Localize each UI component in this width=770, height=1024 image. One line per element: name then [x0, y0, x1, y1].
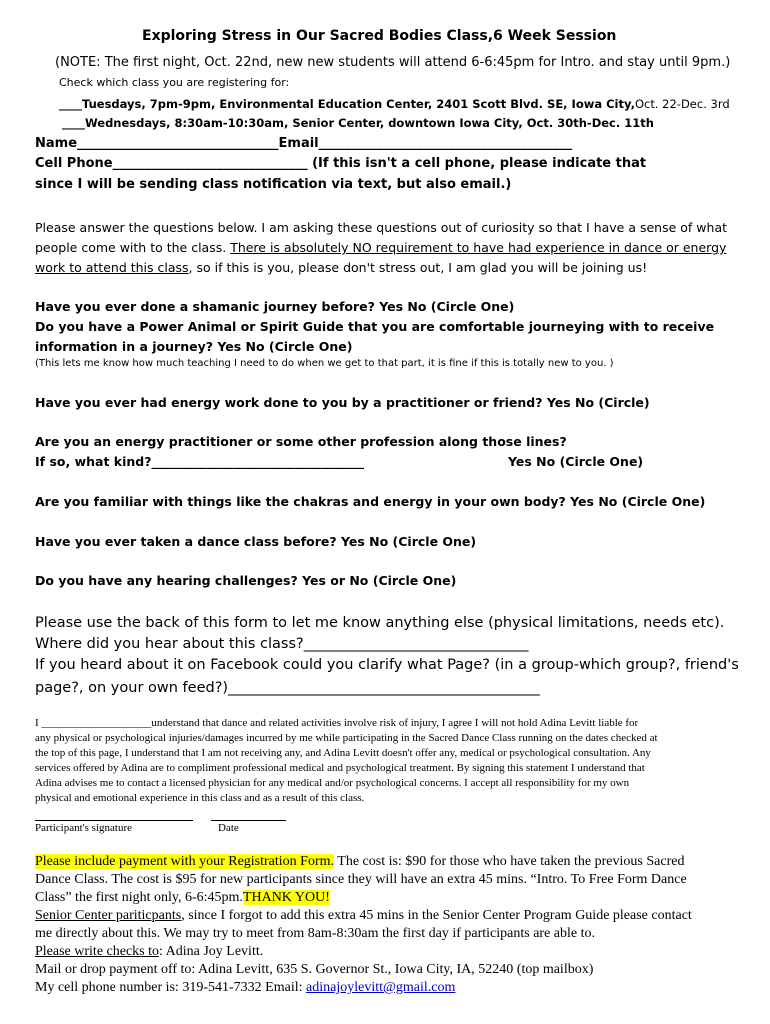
question-power-animal[interactable]: Do you have a Power Animal or Spirit Guide that you are comfortable journeying with to receive — [35, 319, 715, 334]
facebook-page-question: If you heard about it on Facebook could you clarify what Page? (in a group-which group?, friend's — [35, 657, 739, 673]
question-dance-class[interactable]: Have you ever taken a dance class before? Yes No (Circle One) — [35, 534, 477, 549]
cell-phone-text: My cell phone number is: 319-541-7332 Email: — [35, 980, 307, 995]
cell-phone-field[interactable]: Cell Phone______________________________ (If this isn't a cell phone, please indicate that — [35, 156, 647, 171]
checks-label: Please write checks to — [35, 944, 160, 959]
where-heard-field[interactable]: Where did you hear about this class?_______________________________ — [35, 636, 529, 652]
waiver-line-4: services offered by Adina are to compliment professional medical and psychological treatment. By signing this statement I understand that — [35, 762, 645, 774]
payment-line-2: Dance Class. The cost is $95 for new participants since they will have an extra 45 mins. “Intro. To Free Form Dance — [35, 872, 687, 887]
cell-phone-note: since I will be sending class notification via text, but also email.) — [35, 177, 512, 192]
question-energy-practitioner: Are you an energy practitioner or some other profession along those lines? — [35, 434, 567, 449]
intro-paragraph-line2 — [35, 240, 726, 255]
question-practitioner-kind[interactable]: If so, what kind?__________________________________ — [35, 454, 364, 469]
class-selection-header: Check which class you are registering for: — [59, 76, 290, 89]
question-practitioner-answer[interactable]: Yes No (Circle One) — [508, 454, 644, 469]
senior-center-text: Senior Center pariticpants — [35, 908, 182, 923]
form-title: Exploring Stress in Our Sacred Bodies Class,6 Week Session — [142, 28, 617, 44]
attend-class-text: work to attend this class — [35, 260, 189, 275]
waiver-line-5: Adina advises me to contact a licensed physician for any medical and/or psychological concerns. I accept all responsibility for my own — [35, 777, 630, 789]
waiver-line-2: any physical or psychological injuries/damages incurred by me while participating in the Sacred Dance Class running on the dates checked at — [35, 732, 658, 744]
no-requirement-text: There is absolutely NO requirement to have had experience in dance or energy — [230, 240, 727, 255]
question-chakras[interactable]: Are you familiar with things like the chakras and energy in your own body? Yes No (Circle One) — [35, 494, 706, 509]
payment-line-4 — [35, 908, 692, 924]
intro-paragraph-line3 — [35, 260, 647, 275]
waiver-line-3: the top of this page, I understand that I am not receiving any, and Adina Levitt doesn't offer any, medical or psychological consultation. Any — [35, 747, 651, 759]
payment-highlight: Please include payment with your Registration Form. — [35, 854, 335, 869]
intro-text: people come with to the class. — [35, 240, 231, 255]
question-shamanic-journey[interactable]: Have you ever done a shamanic journey before? Yes No (Circle One) — [35, 299, 515, 314]
class-option-tuesday[interactable] — [59, 97, 730, 111]
checks-payee: : Adina Joy Levitt. — [159, 944, 264, 959]
waiver-line-6: physical and emotional experience in this class and as a result of this class. — [35, 792, 365, 804]
payment-line-3 — [35, 890, 330, 906]
class-option-tuesday-label: ____Tuesdays, 7pm-9pm, Environmental Education Center, 2401 Scott Blvd. SE, Iowa City, — [59, 97, 635, 111]
participant-signature-label: Participant's signature — [35, 822, 132, 834]
name-email-field[interactable]: Name_______________________________Email_______________________________________ — [35, 136, 573, 151]
payment-line-5: me directly about this. We may try to meet from 8am-8:30am the first day if participants are able to. — [35, 926, 595, 941]
payment-line-8 — [35, 980, 455, 996]
question-energy-work[interactable]: Have you ever had energy work done to you by a practitioner or friend? Yes No (Circle) — [35, 395, 650, 410]
payment-line-1 — [35, 854, 684, 870]
intro-time-text: Class” the first night only, 6-6:45pm. — [35, 890, 243, 905]
class-option-tuesday-dates: Oct. 22-Dec. 3rd — [634, 97, 730, 111]
first-night-note: (NOTE: The first night, Oct. 22nd, new new students will attend 6-6:45pm for Intro. and stay until 9pm.) — [55, 55, 731, 70]
question-power-animal-answer[interactable]: information in a journey? Yes No (Circle One) — [35, 339, 353, 354]
cost-text: The cost is: $90 for those who have taken the previous Sacred — [334, 854, 685, 869]
payment-line-6 — [35, 944, 263, 960]
back-of-form-note: Please use the back of this form to let me know anything else (physical limitations, needs etc). — [35, 615, 725, 631]
question-hearing[interactable]: Do you have any hearing challenges? Yes or No (Circle One) — [35, 573, 457, 588]
intro-paragraph-line1: Please answer the questions below. I am asking these questions out of curiosity so that I have a sense of what — [35, 220, 728, 235]
class-option-wednesday[interactable]: ____Wednesdays, 8:30am-10:30am, Senior Center, downtown Iowa City, Oct. 30th-Dec. 11th — [62, 116, 654, 130]
signature-line[interactable] — [35, 820, 193, 821]
waiver-line-1[interactable]: I ____________________understand that dance and related activities involve risk of injury, I agree I will not hold Adina Levitt liable for — [35, 717, 639, 729]
facebook-page-field[interactable]: page?, on your own feed?)___________________________________________ — [35, 680, 540, 696]
question-power-animal-note: (This lets me know how much teaching I need to do when we get to that part, it is fine if this is totally new to you. ) — [35, 358, 614, 369]
date-label: Date — [218, 822, 239, 834]
date-line[interactable] — [211, 820, 286, 821]
payment-line-7: Mail or drop payment off to: Adina Levitt, 635 S. Governor St., Iowa City, IA, 52240 (top mailbox) — [35, 962, 594, 977]
email-link[interactable]: adinajoylevitt@gmail.com — [306, 980, 456, 995]
reassurance-text: , so if this is you, please don't stress out, I am glad you will be joining us! — [188, 260, 648, 275]
senior-center-note: , since I forgot to add this extra 45 mins in the Senior Center Program Guide please contact — [181, 908, 692, 923]
thank-you-highlight: THANK YOU! — [242, 890, 330, 905]
